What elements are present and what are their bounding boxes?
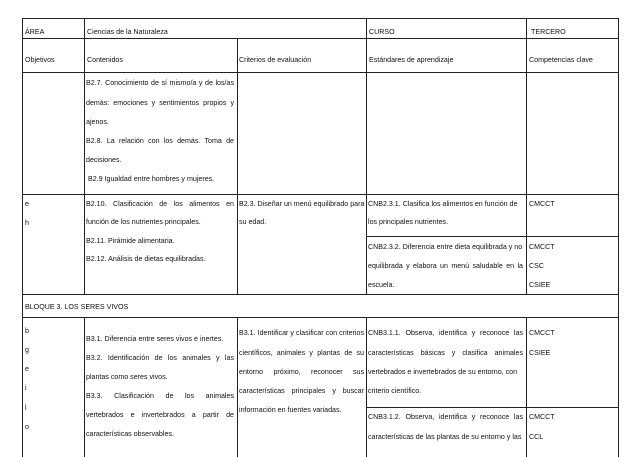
competencia: CCL (529, 433, 544, 441)
criterio-line: científicos, animales y plantas de su (239, 349, 364, 357)
estandar-line: vertebrados e invertebrados de su entorno, con (368, 368, 518, 376)
objetivo-letter: l (25, 404, 27, 412)
contenido-line: B2.7. Conocimiento de sí mismo/a y de los/as (86, 79, 234, 87)
objetivo-letter: o (25, 423, 29, 431)
contenido-line: vertebrados e invertebrados a partir de (86, 411, 234, 419)
estandar-line: CNB2.3.2. Diferencia entre dieta equilibrada y no (368, 243, 523, 251)
competencia: CMCCT (529, 243, 555, 251)
col-divider (237, 38, 238, 294)
contenido-line: plantas como seres vivos. (86, 373, 168, 381)
col-contenidos: Contenidos (87, 56, 123, 64)
col-divider (526, 317, 527, 457)
estandar-line: CNB3.1.2. Observa, identifica y reconoce las (368, 413, 523, 421)
row-divider (23, 38, 618, 39)
contenido-line: ajenos. (86, 118, 109, 126)
curriculum-table (22, 18, 619, 457)
col-divider (526, 19, 527, 294)
competencia: CSC (529, 262, 544, 270)
contenido-line: B3.1. Diferencia entre seres vivos e inertes. (86, 335, 224, 343)
competencia: CMCCT (529, 200, 555, 208)
contenido-line: B3.3. Clasificación de los animales (86, 392, 234, 400)
estandar-line: los principales nutrientes. (368, 218, 449, 226)
area-value: Ciencias de la Naturaleza (87, 28, 168, 36)
row-divider (23, 72, 618, 73)
criterio-line: características principales y buscar (239, 387, 364, 395)
estandar-line: características de las plantas de su entorno y las (368, 433, 522, 441)
competencia: CSIEE (529, 281, 551, 289)
contenido-line: B2.8. La relación con los demás. Toma de (86, 137, 234, 145)
contenido-line: demás: emociones y sentimientos propios y (86, 99, 234, 107)
competencia: CSIEE (529, 349, 551, 357)
estandar-line: criterio científico. (368, 387, 422, 395)
bloque-title: BLOQUE 3. LOS SERES VIVOS (25, 303, 129, 311)
col-objetivos: Objetivos (25, 56, 55, 64)
objetivo-letter: i (25, 384, 27, 392)
col-divider (84, 317, 85, 457)
criterio-line: su edad. (239, 218, 267, 226)
col-divider (366, 19, 367, 294)
col-criterios: Criterios de evaluación (239, 56, 312, 64)
objetivo-letter: b (25, 327, 29, 335)
curso-value: TERCERO (531, 28, 566, 36)
objetivo-letter: h (25, 219, 29, 227)
competencia: CMCCT (529, 413, 555, 421)
criterio-line: B2.3. Diseñar un menú equilibrado para (239, 200, 365, 208)
contenido-line: B2.12. Análisis de dietas equilibradas. (86, 255, 206, 263)
objetivo-letter: g (25, 346, 29, 354)
criterio-line: B3.1. Identificar y clasificar con criterios (239, 329, 364, 337)
row-divider (23, 294, 618, 295)
row-divider (366, 236, 618, 237)
objetivo-letter: e (25, 365, 29, 373)
col-competencias: Competencias clave (529, 56, 593, 64)
col-divider (84, 19, 85, 294)
curso-label: CURSO (369, 28, 395, 36)
estandar-line: CNB3.1.1. Observa, identifica y reconoce las (368, 329, 523, 337)
row-divider (23, 317, 618, 318)
competencia: CMCCT (529, 329, 555, 337)
row-divider (366, 407, 618, 408)
contenido-line: B2.10. Clasificación de los alimentos en (86, 200, 234, 208)
col-estandares: Estándares de aprendizaje (369, 56, 454, 64)
contenido-line: B2.11. Pirámide alimentaria. (86, 237, 175, 245)
criterio-line: entorno próximo, reconocer sus (239, 368, 364, 376)
criterio-line: información en fuentes variadas. (239, 406, 342, 414)
estandar-line: equilibrada y elabora un menú saludable en la (368, 262, 523, 270)
contenido-line: decisiones. (86, 156, 122, 164)
estandar-line: escuela. (368, 281, 395, 289)
contenido-line: B3.2. Identificación de los animales y las (86, 354, 234, 362)
col-divider (237, 317, 238, 457)
col-divider (366, 317, 367, 457)
contenido-line: B2.9 Igualdad entre hombres y mujeres. (86, 175, 215, 183)
area-label: ÁREA (25, 28, 45, 36)
estandar-line: CNB2.3.1. Clasifica los alimentos en función de (368, 200, 518, 208)
row-divider (23, 194, 618, 195)
contenido-line: función de los nutrientes principales. (86, 218, 201, 226)
estandar-line: características básicas y clasifica animales (368, 349, 523, 357)
objetivo-letter: e (25, 200, 29, 208)
contenido-line: características observables. (86, 430, 174, 438)
